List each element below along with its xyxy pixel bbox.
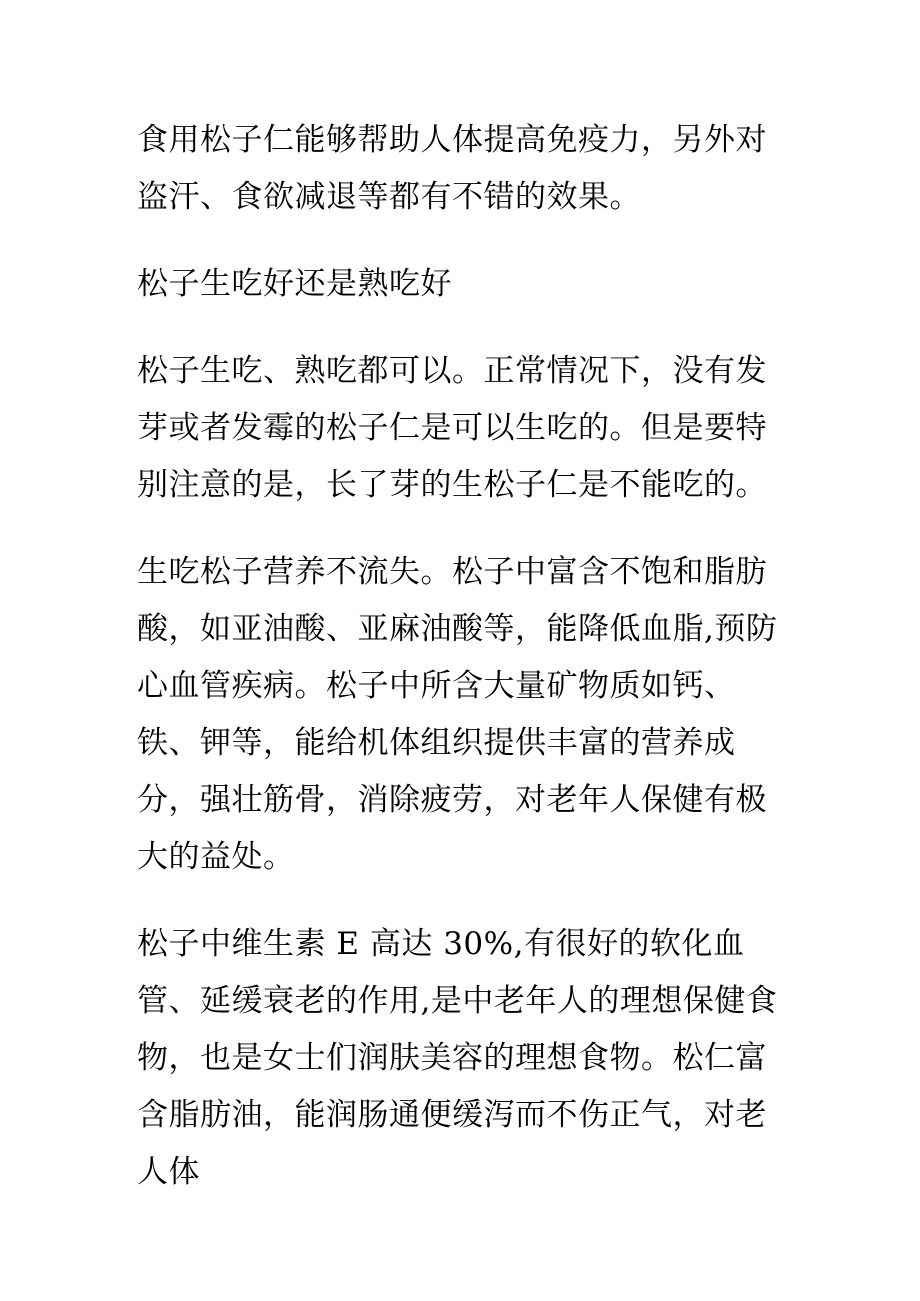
paragraph-raw-cooked: 松子生吃、熟吃都可以。正常情况下，没有发芽或者发霉的松子仁是可以生吃的。但是要特别注意的是，长了芽的生松子仁是不能吃的。 [137, 353, 767, 503]
document-body [137, 112, 797, 1231]
paragraph-vitamin-e: 松子中维生素 E 高达 30%,有很好的软化血管、延缓衰老的作用,是中老年人的理想保健食物，也是女士们润肤美容的理想食物。松仁富含脂肪油，能润肠通便缓泻而不伤正气，对老人体 [137, 926, 778, 1190]
paragraph-immunity: 食用松子仁能够帮助人体提高免疫力，另外对盗汗、食欲减退等都有不错的效果。 [137, 122, 767, 215]
section-heading-raw-or-cooked: 松子生吃好还是熟吃好 [137, 266, 452, 302]
paragraph-nutrition: 生吃松子营养不流失。松子中富含不饱和脂肪酸，如亚油酸、亚麻油酸等，能降低血脂,预防心血管疾病。松子中所含大量矿物质如钙、铁、钾等，能给机体组织提供丰富的营养成分，强壮筋骨，消除疲劳，对老年人保健有极大的益处。 [137, 554, 778, 875]
